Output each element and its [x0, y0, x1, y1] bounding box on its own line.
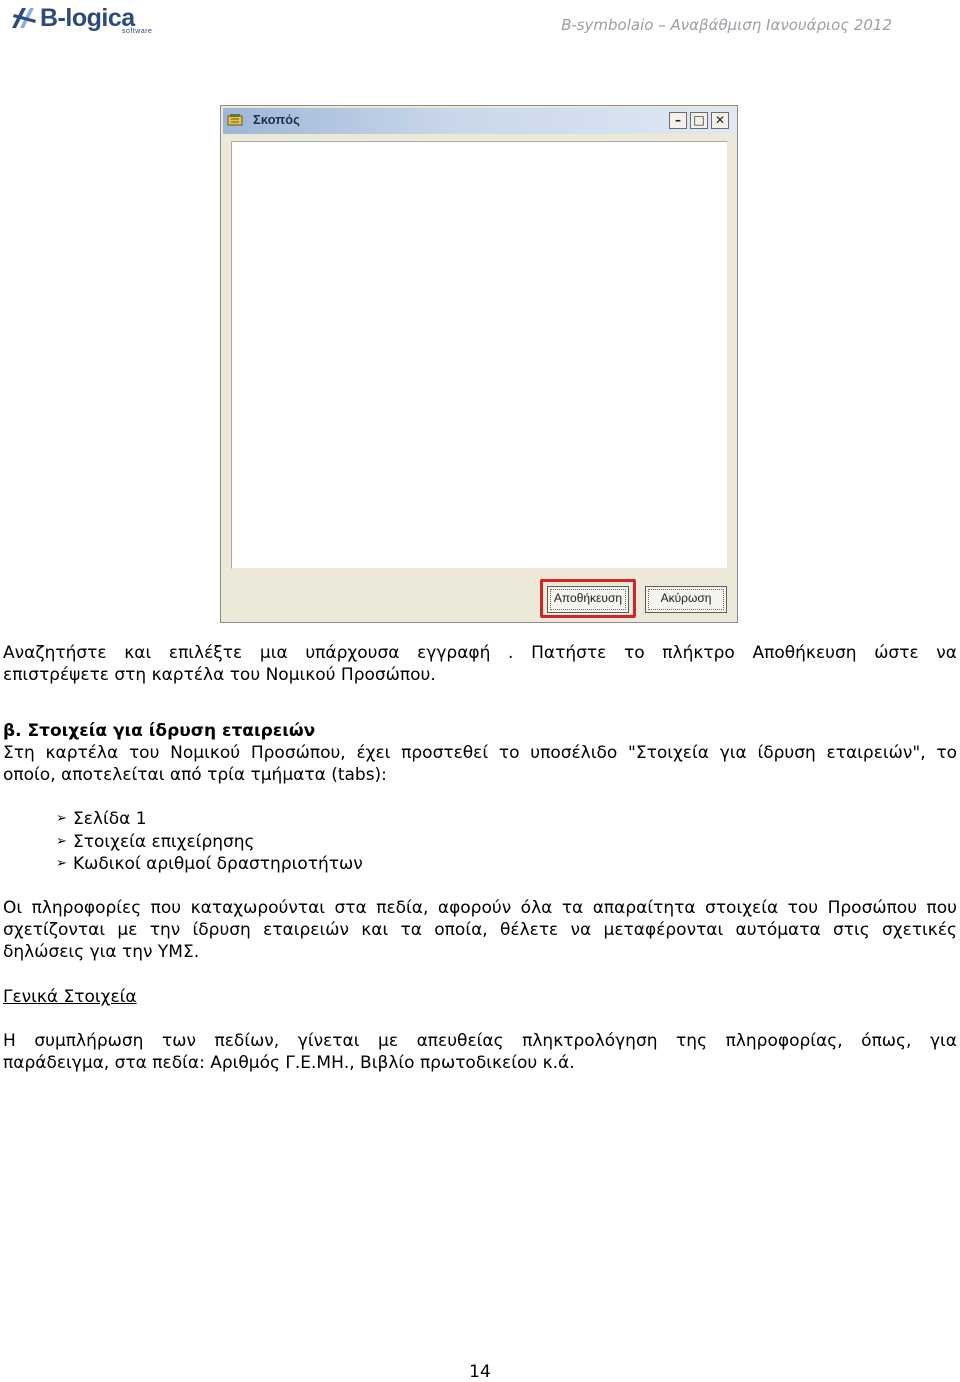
maximize-button[interactable]: [690, 112, 708, 129]
page-number: 14: [469, 1362, 491, 1382]
list-item: [56, 853, 363, 876]
logo-text: B-logica: [40, 4, 135, 32]
list-item: [56, 831, 363, 854]
close-icon: ✕: [714, 113, 726, 127]
dialog-title: Σκοπός: [253, 112, 300, 127]
cancel-button[interactable]: Ακύρωση: [645, 586, 727, 613]
list-item-label: Στοιχεία επιχείρησης: [73, 831, 255, 852]
subheading-wrapper: [3, 986, 957, 1009]
paragraph-3-line-1: Οι πληροφορίες που καταχωρούνται στα πεδία, αφορούν όλα τα απαραίτητα στοιχεία του Προσώπου που: [3, 898, 957, 918]
section-heading: β. Στοιχεία για ίδρυση εταιρειών: [3, 721, 316, 741]
tabs-list: [56, 808, 363, 876]
arrow-bullet-icon: ➢: [56, 833, 67, 849]
logo-mark-icon: [10, 4, 44, 32]
arrow-bullet-icon: ➢: [56, 856, 67, 871]
purpose-dialog: [220, 105, 738, 623]
company-logo: [10, 4, 153, 36]
arrow-bullet-icon: ➢: [56, 811, 67, 826]
paragraph-1-line-2: επιστρέψετε στη καρτέλα του Νομικού Προσώπου.: [3, 665, 436, 685]
paragraph-1-line-1: Αναζητήστε και επιλέξτε μια υπάρχουσα εγγραφή . Πατήστε το πλήκτρο Αποθήκευση ώστε να: [3, 643, 957, 663]
list-item-label: Κωδικοί αριθμοί δραστηριοτήτων: [73, 854, 363, 874]
list-item: [56, 808, 363, 831]
paragraph-3-line-3: δηλώσεις για την ΥΜΣ.: [3, 942, 200, 962]
paragraph-3-line-2: σχετίζονται με την ίδρυση εταιρειών και τα οποία, θέλετε να μεταφέρονται αυτόματα στις σχετικές: [3, 920, 957, 940]
paragraph-2-line-2: οποίο, αποτελείται από τρία τμήματα (tabs):: [3, 765, 387, 785]
save-button[interactable]: Αποθήκευση: [547, 586, 629, 613]
document-title: B-symbolaio – Αναβάθμιση Ιανουάριος 2012: [561, 16, 892, 34]
minimize-button[interactable]: [669, 112, 687, 129]
window-icon: [227, 113, 243, 127]
maximize-icon: □: [693, 113, 705, 127]
paragraph-4-line-2: παράδειγμα, στα πεδία: Αριθμός Γ.Ε.ΜΗ., Βιβλίο πρωτοδικείου κ.ά.: [3, 1053, 575, 1073]
dialog-titlebar[interactable]: [223, 108, 735, 134]
subheading: Γενικά Στοιχεία: [3, 987, 137, 1007]
dialog-text-area[interactable]: [231, 141, 728, 569]
close-button[interactable]: [711, 112, 729, 129]
logo-subtext: software: [122, 28, 153, 35]
paragraph-4-line-1: Η συμπλήρωση των πεδίων, γίνεται με απευθείας πληκτρολόγηση της πληροφορίας, όπως, για: [3, 1031, 957, 1051]
minimize-icon: –: [675, 113, 681, 127]
paragraph-2-line-1: Στη καρτέλα του Νομικού Προσώπου, έχει προστεθεί το υποσέλιδο "Στοιχεία για ίδρυση εταιρειών", το: [3, 743, 957, 763]
list-item-label: Σελίδα 1: [73, 809, 147, 829]
